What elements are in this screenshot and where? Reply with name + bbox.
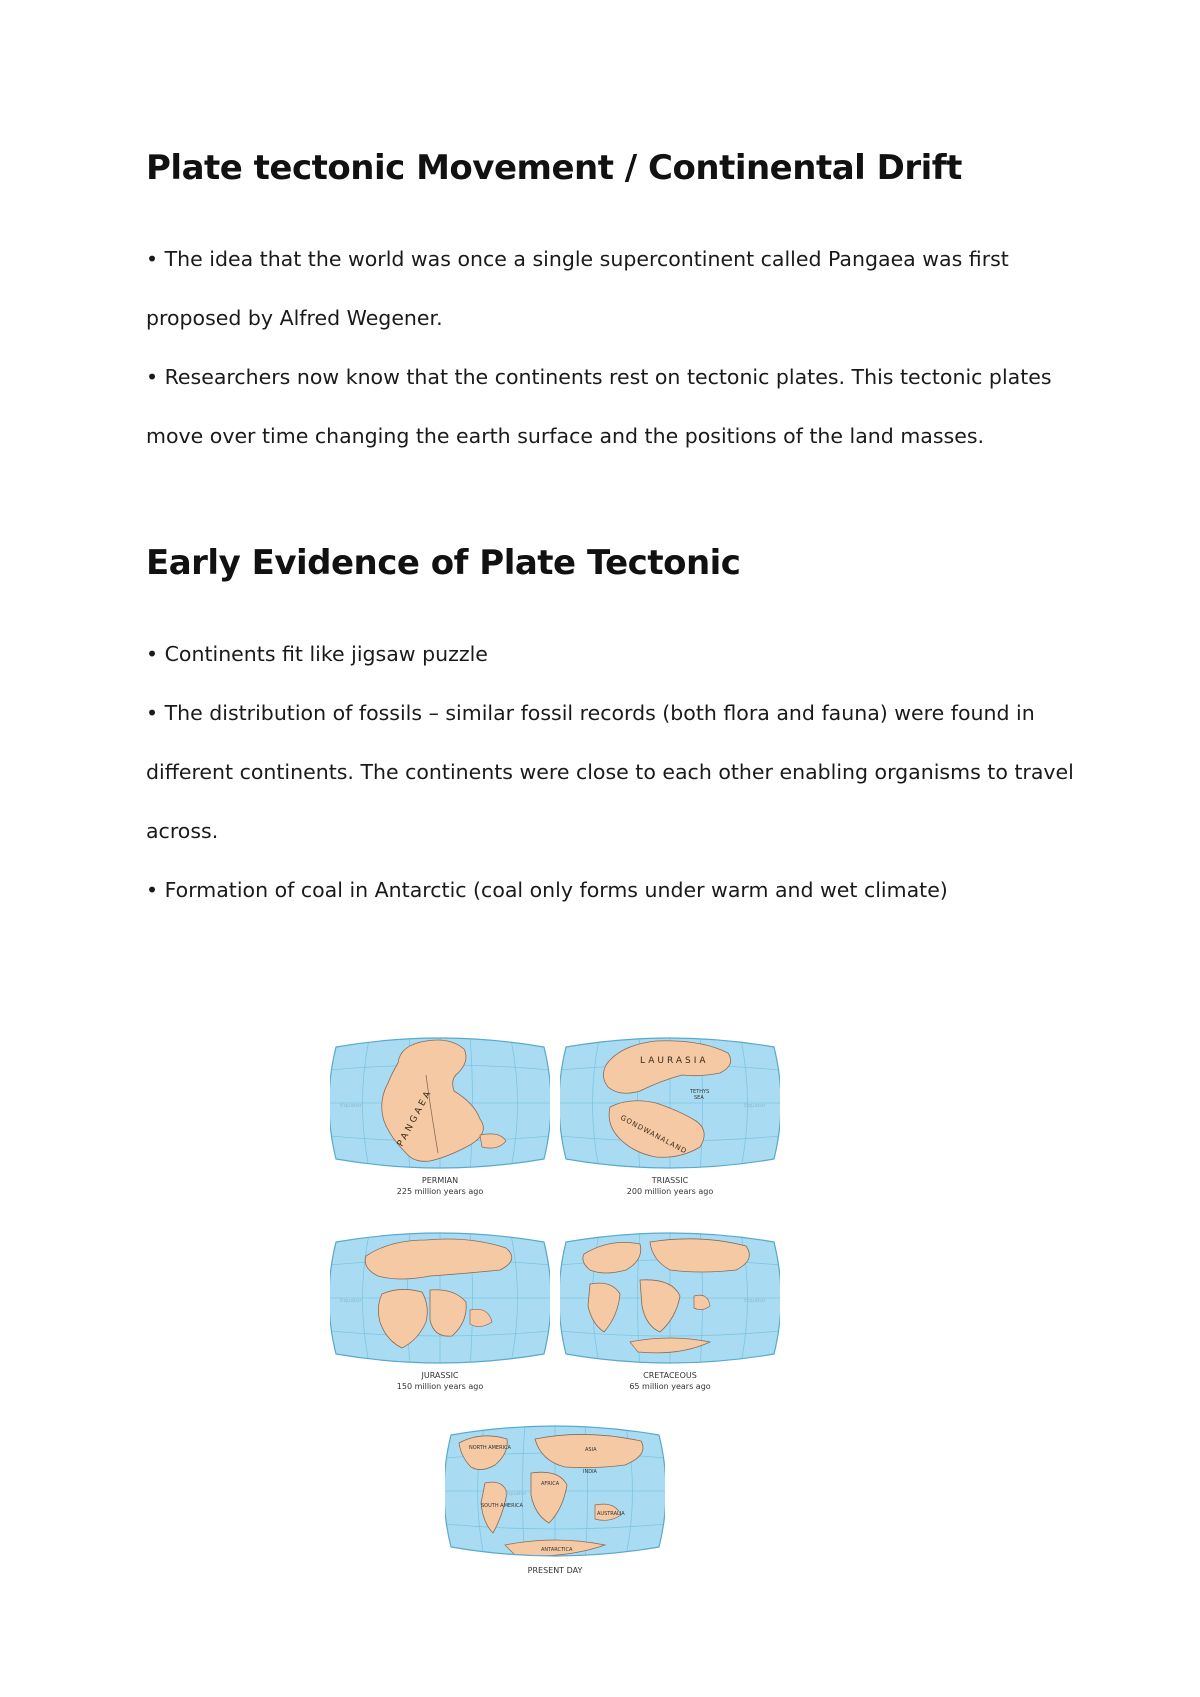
continental-drift-figure: [330, 1035, 790, 1595]
equator-label-present: Equator: [505, 1491, 527, 1497]
label-tethys: TETHYS: [690, 1089, 710, 1095]
label-sea: SEA: [694, 1095, 704, 1101]
label-south-america: SOUTH AMERICA: [481, 1503, 523, 1509]
section-heading-plate-movement: Plate tectonic Movement / Continental Drift: [146, 148, 962, 188]
label-gondwanaland: GONDWANALAND: [619, 1113, 689, 1156]
caption-cretaceous: CRETACEOUS 65 million years ago: [629, 1371, 711, 1391]
map-present-day: [445, 1423, 665, 1561]
map-permian: [330, 1035, 550, 1173]
equator-label-triassic: Equator: [744, 1103, 766, 1109]
equator-label-cretaceous: Equator: [744, 1298, 766, 1304]
section-heading-early-evidence: Early Evidence of Plate Tectonic: [146, 543, 741, 583]
label-asia: ASIA: [585, 1447, 597, 1453]
equator-label-jurassic: Equator: [340, 1298, 362, 1304]
map-triassic: [560, 1035, 780, 1173]
paragraph-tectonic-plates: • Researchers now know that the continents rest on tectonic plates. This tectonic plates move over time changing the earth surface and the positions of the land masses.: [146, 365, 1052, 448]
paragraph-coal: • Formation of coal in Antarctic (coal only forms under warm and wet climate): [146, 878, 948, 902]
map-jurassic: [330, 1230, 550, 1368]
caption-jurassic: JURASSIC 150 million years ago: [396, 1371, 484, 1391]
label-laurasia: LAURASIA: [640, 1056, 709, 1066]
label-north-america: NORTH AMERICA: [469, 1445, 511, 1451]
caption-permian: PERMIAN 225 million years ago: [396, 1176, 484, 1196]
paragraph-fossils: • The distribution of fossils – similar fossil records (both flora and fauna) were found in different continents. The continents were close to each other enabling organisms to travel across.: [146, 701, 1074, 843]
caption-triassic: TRIASSIC 200 million years ago: [626, 1176, 714, 1196]
equator-label-permian: Equator: [340, 1103, 362, 1109]
label-india: INDIA: [583, 1469, 597, 1475]
paragraph-pangaea: • The idea that the world was once a single supercontinent called Pangaea was first proposed by Alfred Wegener.: [146, 247, 1009, 330]
map-cretaceous: [560, 1230, 780, 1368]
paragraph-jigsaw: • Continents fit like jigsaw puzzle: [146, 642, 488, 666]
label-africa: AFRICA: [541, 1481, 560, 1487]
caption-present-day: PRESENT DAY: [527, 1566, 583, 1575]
label-pangaea: PANGAEA: [395, 1087, 435, 1149]
label-australia: AUSTRALIA: [597, 1511, 625, 1517]
label-antarctica: ANTARCTICA: [541, 1547, 573, 1553]
